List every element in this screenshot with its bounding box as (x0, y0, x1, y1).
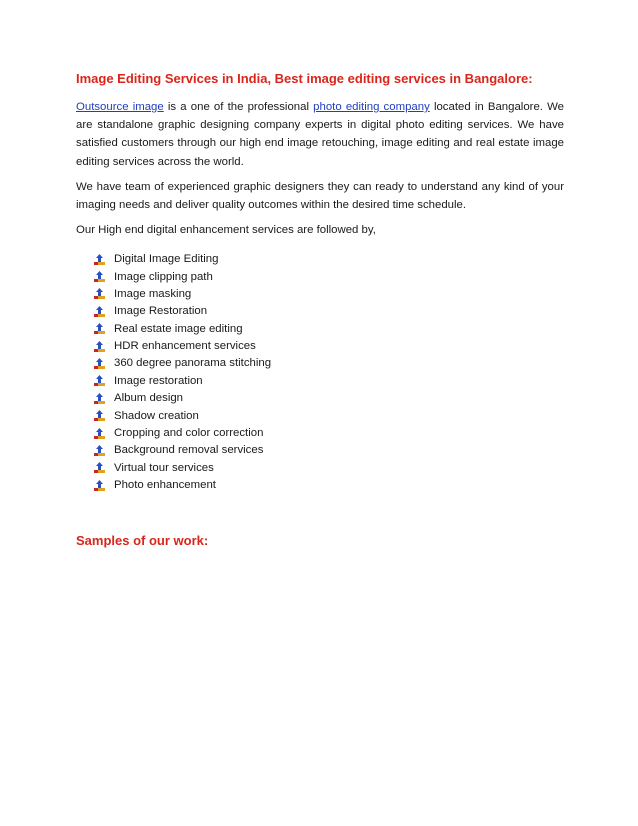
arrow-bullet-icon (94, 271, 105, 282)
list-item (76, 250, 564, 267)
list-item (76, 442, 564, 459)
arrow-bullet-icon (94, 306, 105, 317)
list-item (76, 477, 564, 494)
services-list (76, 250, 564, 493)
arrow-bullet-icon (94, 480, 105, 491)
arrow-bullet-icon (94, 462, 105, 473)
arrow-bullet-icon (94, 428, 105, 439)
list-item-label: Cropping and color correction (114, 427, 264, 440)
list-item (76, 320, 564, 337)
list-item (76, 355, 564, 372)
list-item-label: Virtual tour services (114, 461, 214, 474)
list-item-label: Real estate image editing (114, 322, 243, 335)
list-item (76, 337, 564, 354)
samples-heading: Samples of our work: (76, 532, 209, 548)
arrow-bullet-icon (94, 410, 105, 421)
list-item (76, 390, 564, 407)
document-page (76, 70, 564, 550)
arrow-bullet-icon (94, 288, 105, 299)
outsource-image-link[interactable]: Outsource image (76, 101, 164, 113)
list-item-label: Image clipping path (114, 270, 213, 283)
list-item-label: Photo enhancement (114, 479, 216, 492)
list-item-label: HDR enhancement services (114, 340, 256, 353)
list-item (76, 285, 564, 302)
photo-editing-company-link[interactable]: photo editing company (313, 101, 430, 113)
list-item (76, 372, 564, 389)
arrow-bullet-icon (94, 254, 105, 265)
team-paragraph: We have team of experienced graphic designers they can ready to understand any kind of your imaging needs and deliver quality outcomes within the desired time schedule. (76, 180, 564, 212)
arrow-bullet-icon (94, 341, 105, 352)
list-item (76, 407, 564, 424)
list-item (76, 459, 564, 476)
arrow-bullet-icon (94, 323, 105, 334)
list-item-label: 360 degree panorama stitching (114, 357, 272, 370)
arrow-bullet-icon (94, 358, 105, 369)
arrow-bullet-icon (94, 393, 105, 404)
list-item-label: Digital Image Editing (114, 253, 219, 266)
list-item-label: Image Restoration (114, 305, 208, 318)
list-item (76, 424, 564, 441)
arrow-bullet-icon (94, 375, 105, 386)
list-item-label: Album design (114, 392, 184, 405)
arrow-bullet-icon (94, 445, 105, 456)
intro-text-2: located in Bangalore. We are standalone graphic designing company experts in digital photo editing services. We have satisfied customers through our high end image retouching, image editing and real estate image editing services across the world. (76, 101, 564, 168)
intro-paragraph (76, 98, 564, 171)
page-heading: Image Editing Services in India, Best image editing services in Bangalore: (76, 71, 533, 86)
list-item (76, 268, 564, 285)
list-item-label: Shadow creation (114, 409, 199, 422)
services-intro-paragraph: Our High end digital enhancement services are followed by, (76, 224, 376, 237)
list-item (76, 303, 564, 320)
list-item-label: Image masking (114, 287, 192, 300)
list-item-label: Background removal services (114, 444, 264, 457)
intro-text-1: is a one of the professional (163, 101, 314, 113)
list-item-label: Image restoration (114, 374, 203, 387)
